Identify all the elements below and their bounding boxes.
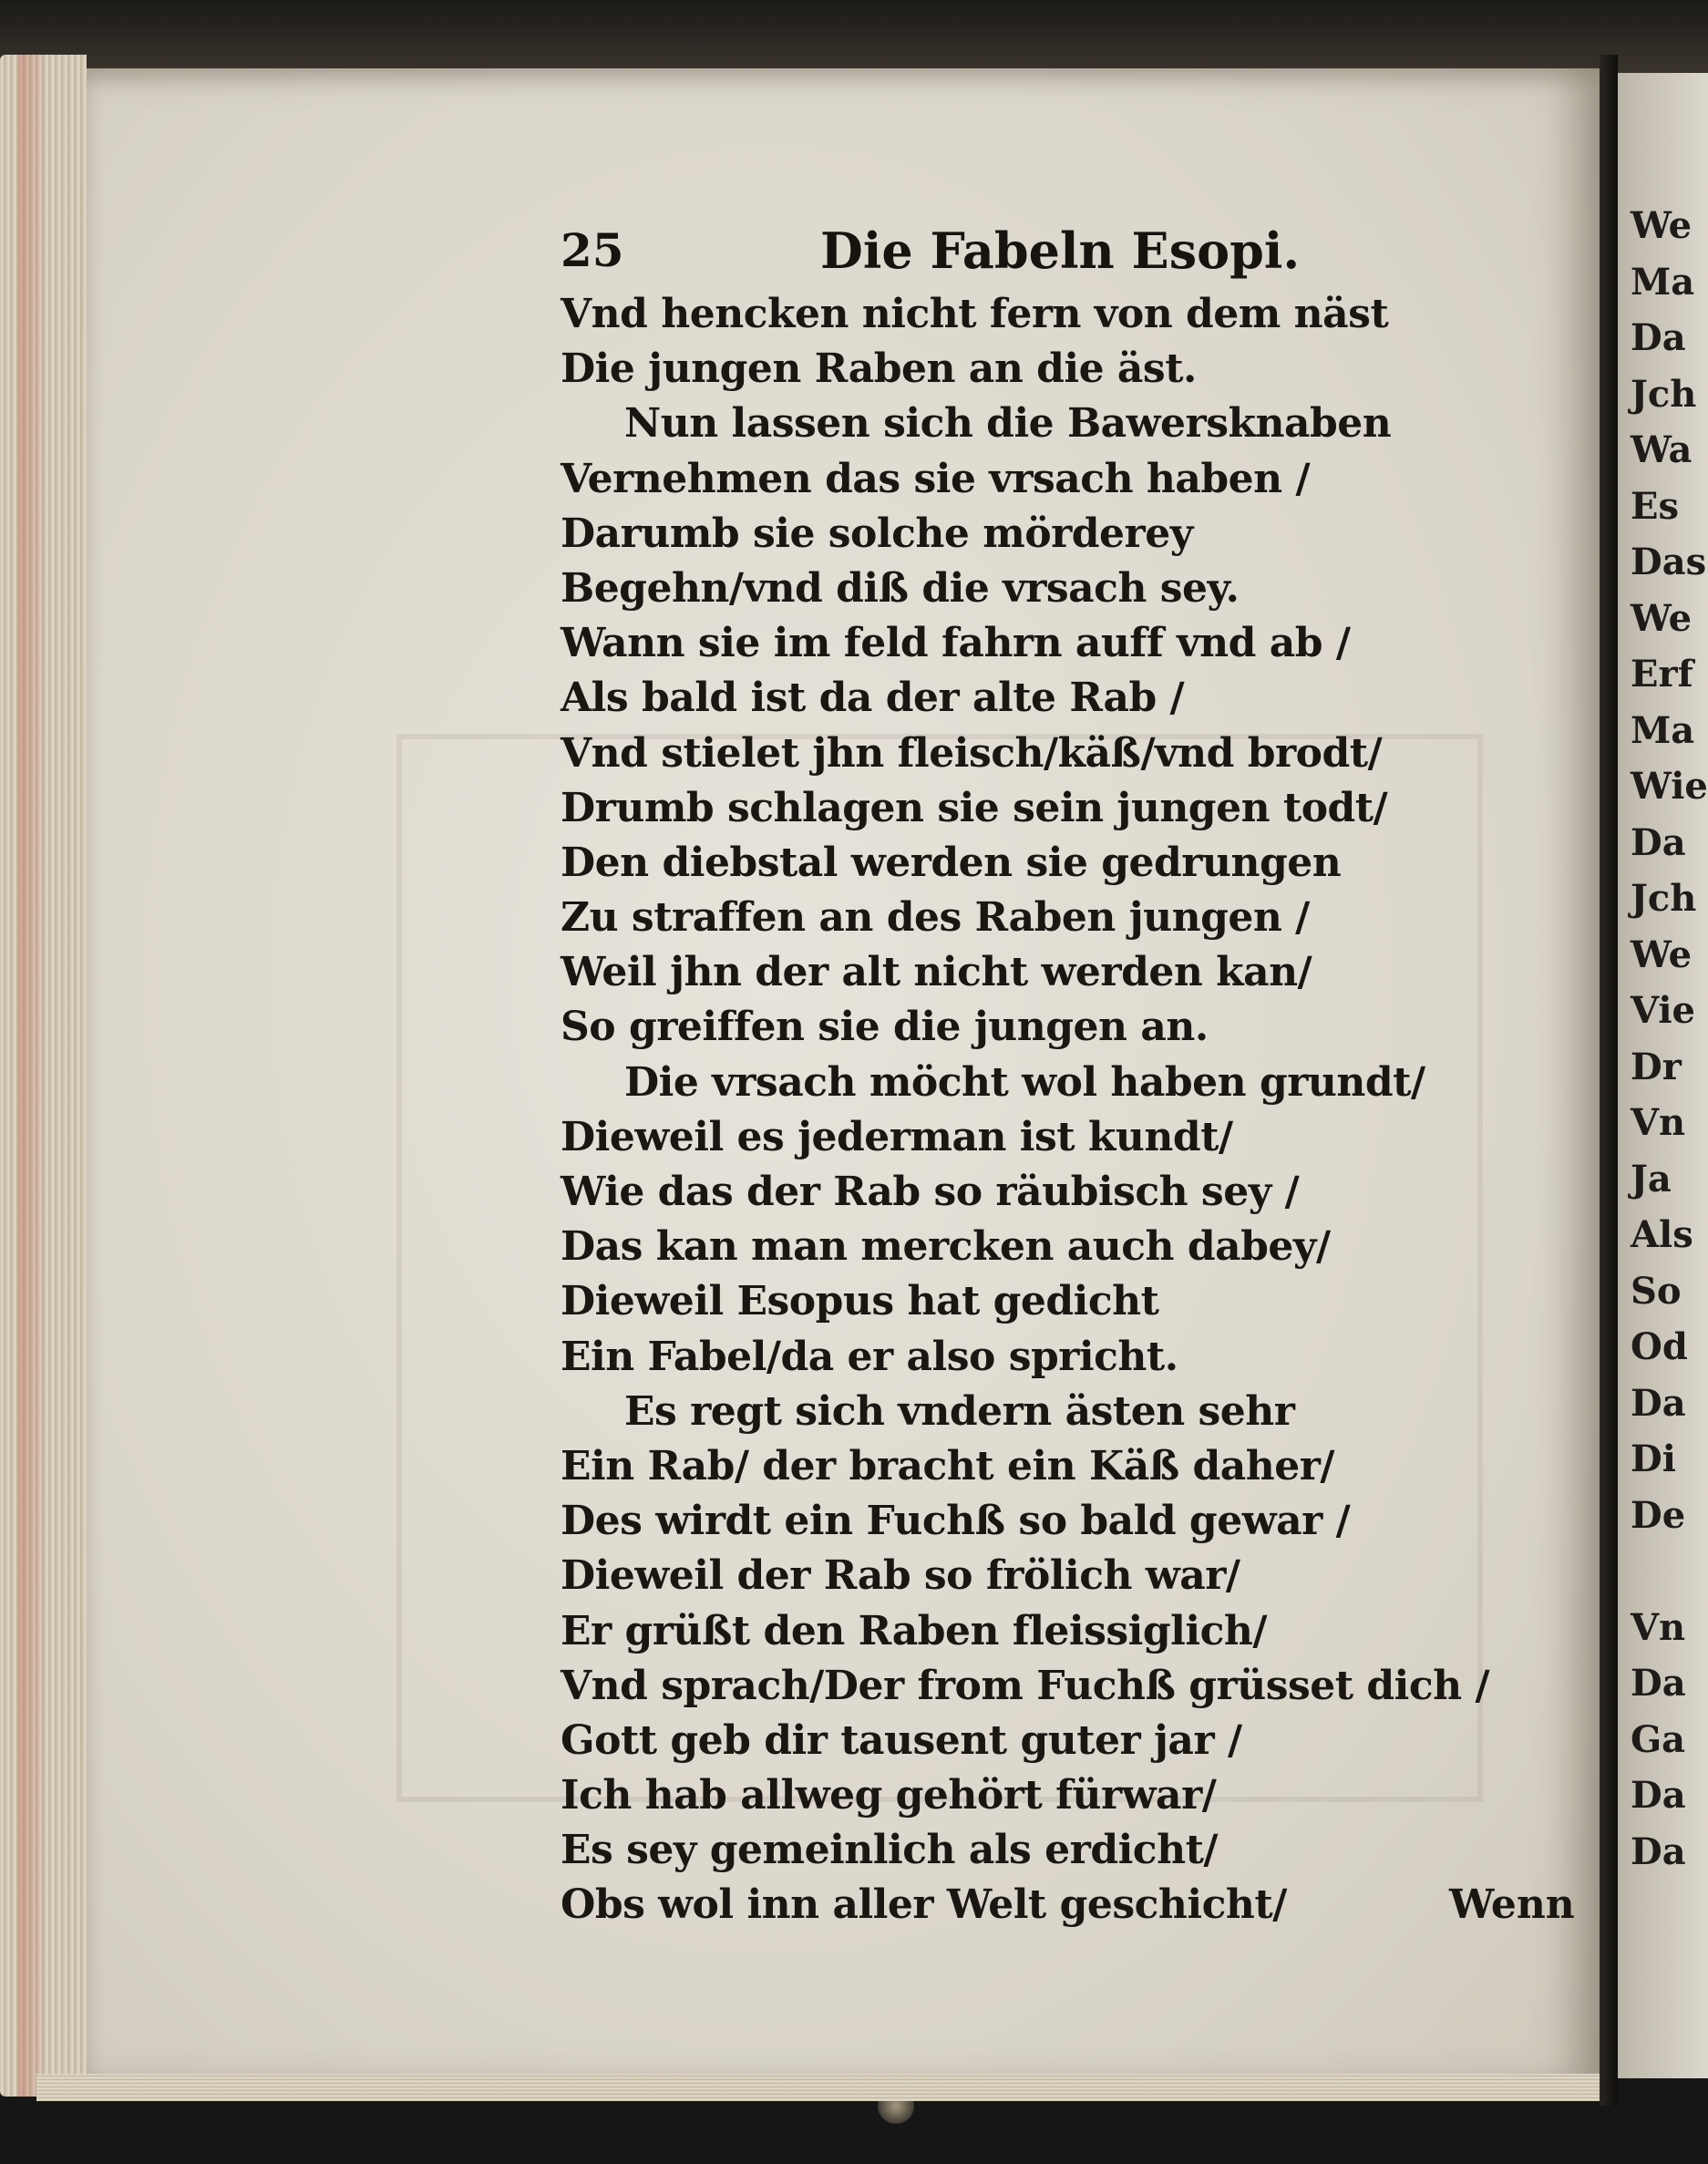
facing-page-line: Erf — [1631, 653, 1693, 696]
verse-line: Vnd stielet jhn fleisch/käß/vnd brodt/ — [561, 729, 1383, 777]
verse-line: Dieweil Esopus hat gedicht — [561, 1278, 1159, 1325]
verse-line: Die vrsach möcht wol haben grundt/ — [624, 1058, 1425, 1106]
running-title: Die Fabeln Esopi. — [820, 222, 1301, 280]
verse-line: Er grüßt den Raben fleissiglich/ — [561, 1607, 1267, 1654]
facing-page-line: Wa — [1631, 428, 1693, 471]
verse-line: Wie das der Rab so räubisch sey / — [561, 1169, 1300, 1215]
verse-line: Vernehmen das sie vrsach haben / — [561, 455, 1311, 502]
facing-page-line: We — [1631, 933, 1693, 976]
facing-page-line: Ma — [1631, 260, 1695, 304]
book-gutter — [1600, 55, 1618, 2106]
verse-line: Ein Rab/ der bracht ein Käß daher/ — [561, 1442, 1334, 1489]
verse-line: Als bald ist da der alte Rab / — [561, 675, 1185, 722]
verse-line: Obs wol inn aller Welt geschicht/ — [561, 1881, 1287, 1929]
verse-line: Nun lassen sich die Bawersknaben — [624, 400, 1392, 448]
facing-page-line: Vn — [1631, 1101, 1686, 1144]
facing-page-line: Wie — [1631, 765, 1708, 808]
verse-line: So greiffen sie die jungen an. — [561, 1004, 1209, 1051]
facing-page-line: Vn — [1631, 1605, 1686, 1649]
facing-page-line: Das — [1631, 541, 1707, 583]
verse-line: Des wirdt ein Fuchß so bald gewar / — [561, 1498, 1351, 1545]
facing-page-line: Dr — [1631, 1045, 1682, 1088]
verse-line: Drumb schlagen sie sein jungen todt/ — [561, 784, 1388, 831]
verse-line: Ich hab allweg gehört fürwar/ — [561, 1772, 1217, 1819]
page-edges-left — [0, 55, 87, 2097]
facing-page-line: Ja — [1631, 1157, 1672, 1201]
facing-page — [1618, 73, 1708, 2078]
catchword: Wenn — [1449, 1881, 1575, 1928]
facing-page-line: Da — [1631, 820, 1686, 864]
facing-page-line: We — [1631, 204, 1693, 247]
verse-line: Weil jhn der alt nicht werden kan/ — [561, 949, 1312, 996]
verse-line: Es sey gemeinlich als erdicht/ — [561, 1827, 1218, 1874]
facing-page-line: Ga — [1631, 1717, 1686, 1761]
verse-line: Vnd hencken nicht fern von dem näst — [561, 291, 1389, 337]
verse-line: Gott geb dir tausent guter jar / — [561, 1716, 1242, 1764]
facing-page-line: Jch — [1631, 372, 1697, 416]
verse-line: Ein Fabel/da er also spricht. — [561, 1333, 1178, 1380]
facing-page-line: We — [1631, 596, 1693, 640]
verse-line: Den diebstal werden sie gedrungen — [561, 839, 1342, 886]
facing-page-line: Jch — [1631, 877, 1697, 920]
book-cover-top — [0, 0, 1708, 73]
facing-page-line: Da — [1631, 1662, 1686, 1705]
verse-line: Wann sie im feld fahrn auff vnd ab / — [561, 620, 1351, 667]
facing-page-line: Da — [1631, 316, 1686, 359]
verse-line: Dieweil der Rab so frölich war/ — [561, 1552, 1240, 1600]
facing-page-line: De — [1631, 1493, 1686, 1537]
page-header — [87, 219, 1600, 283]
facing-page-line: Di — [1631, 1438, 1676, 1480]
verse-line: Darumb sie solche mörderey — [561, 510, 1193, 557]
verse-line: Dieweil es jederman ist kundt/ — [561, 1113, 1233, 1160]
facing-page-line: Als — [1631, 1213, 1693, 1256]
left-page — [87, 68, 1600, 2087]
page-number: 25 — [561, 223, 624, 277]
facing-page-line: Ma — [1631, 708, 1695, 752]
facing-page-line: So — [1631, 1269, 1682, 1313]
verse-line: Vnd sprach/Der from Fuchß grüsset dich / — [561, 1662, 1490, 1709]
facing-page-line: Da — [1631, 1381, 1686, 1425]
verse-line: Es regt sich vndern ästen sehr — [624, 1387, 1295, 1435]
verse-line: Begehn/vnd diß die vrsach sey. — [561, 564, 1240, 612]
verse-line: Das kan man mercken auch dabey/ — [561, 1223, 1331, 1271]
verse-text-block — [561, 287, 1490, 1933]
page-edges-bottom — [36, 2074, 1604, 2101]
facing-page-line: Vie — [1631, 989, 1695, 1032]
facing-page-line: Es — [1631, 484, 1680, 528]
verse-line: Die jungen Raben an die äst. — [561, 345, 1197, 393]
facing-page-line: Da — [1631, 1774, 1686, 1817]
facing-page-line: Od — [1631, 1325, 1688, 1368]
verse-line: Zu straffen an des Raben jungen / — [561, 894, 1310, 942]
facing-page-line: Da — [1631, 1829, 1686, 1873]
